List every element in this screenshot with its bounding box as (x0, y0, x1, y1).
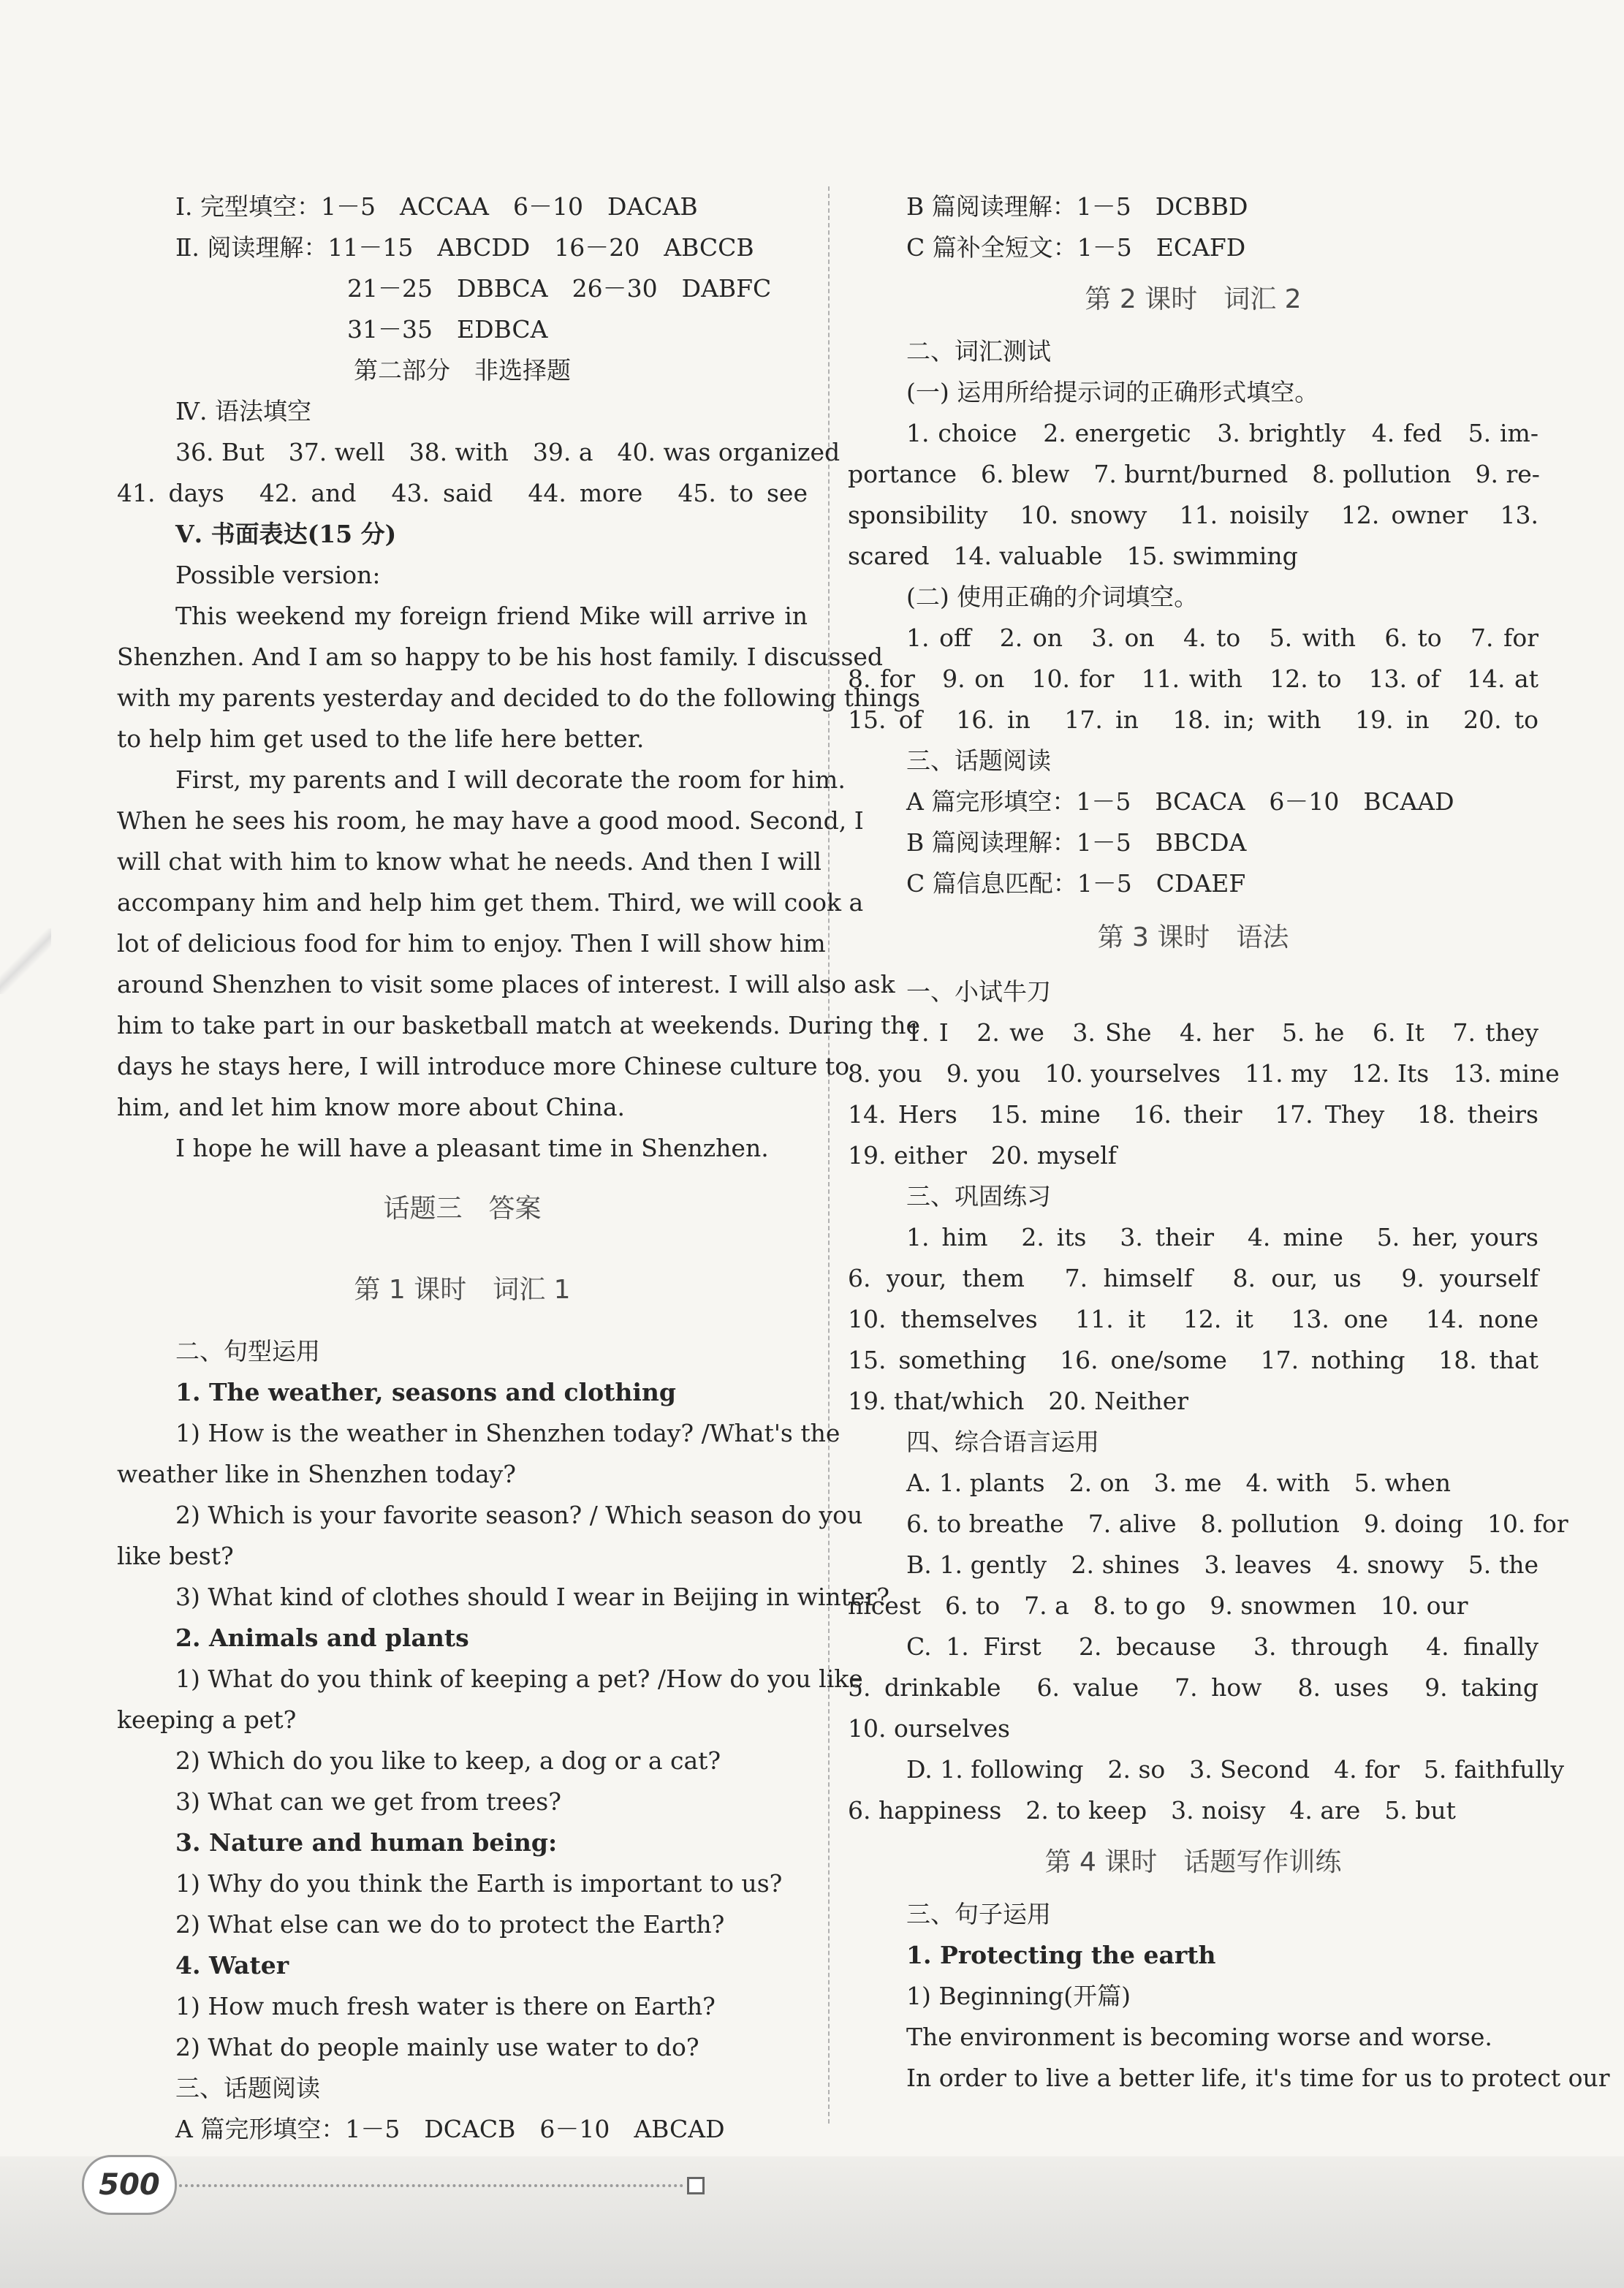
binding-mark (0, 928, 51, 994)
essay-line: him, and let him know more about China. (117, 1093, 625, 1121)
answer-line: 10. ourselves (848, 1714, 1010, 1743)
answer-line: Ⅰ. 完型填空：1－5 ACCAA 6－10 DACAB (175, 192, 698, 221)
subsection-heading: 3. Nature and human being: (175, 1828, 558, 1857)
essay-line: Shenzhen. And I am so happy to be his host family. I discussed (117, 643, 884, 671)
lesson-title: 第 2 课时 词汇 2 (1085, 284, 1302, 314)
essay-line: with my parents yesterday and decided to do the following things (117, 683, 921, 712)
answer-line: sponsibility 10. snowy 11. noisily 12. owner 13. (848, 501, 1538, 529)
answer-line: 6. happiness 2. to keep 3. noisy 4. are 5. but (848, 1796, 1456, 1825)
right-column (848, 186, 1610, 2099)
essay-line: to help him get used to the life here better. (117, 724, 645, 753)
sub-instruction: (一) 运用所给提示词的正确形式填空。 (906, 378, 1319, 406)
section-heading: 一、小试牛刀 (906, 977, 1051, 1006)
subsection-heading: 2. Animals and plants (175, 1624, 469, 1652)
answer-line: C. 1. First 2. because 3. through 4. finally (906, 1632, 1538, 1661)
answer-line: weather like in Shenzhen today? (117, 1460, 516, 1488)
answer-line: 21－25 DBBCA 26－30 DABFC (347, 274, 772, 303)
answer-line: keeping a pet? (117, 1705, 297, 1734)
section-heading: 三、话题阅读 (906, 746, 1051, 775)
answer-line: 1) Beginning(开篇) (906, 1982, 1131, 2010)
section-heading: 三、巩固练习 (906, 1182, 1051, 1211)
essay-line: First, my parents and I will decorate the room for him. (175, 765, 846, 794)
answer-line: 1. him 2. its 3. their 4. mine 5. her, yours (906, 1223, 1538, 1251)
answer-line: 3) What kind of clothes should I wear in Beijing in winter? (175, 1583, 889, 1611)
answer-line: 6. to breathe 7. alive 8. pollution 9. doing 10. for (906, 1509, 1568, 1538)
answer-line: 1) Why do you think the Earth is important to us? (175, 1869, 783, 1898)
essay-line: him to take part in our basketball match at weekends. During the (117, 1011, 921, 1039)
section-heading: 三、句子运用 (906, 1900, 1051, 1928)
section-heading: Ⅴ. 书面表达(15 分) (175, 520, 397, 548)
answer-line: B 篇阅读理解：1－5 DCBBD (906, 192, 1248, 221)
answer-line: portance 6. blew 7. burnt/burned 8. pollution 9. re- (848, 460, 1540, 488)
section-heading: 二、词汇测试 (906, 337, 1051, 365)
answer-line: 19. either 20. myself (848, 1141, 1118, 1170)
essay-line: accompany him and help him get them. Third, we will cook a (117, 888, 864, 917)
section-heading: 二、句型运用 (175, 1337, 320, 1365)
essay-line: around Shenzhen to visit some places of interest. I will also ask (117, 970, 895, 999)
footer-dotted-line (179, 2184, 683, 2187)
answer-line: The environment is becoming worse and worse. (906, 2023, 1492, 2051)
lesson-title: 第 3 课时 语法 (1097, 923, 1289, 952)
lesson-title: 第 4 课时 话题写作训练 (1044, 1847, 1342, 1877)
answer-line: Ⅱ. 阅读理解：11－15 ABCDD 16－20 ABCCB (175, 233, 754, 262)
footer-square-icon (687, 2177, 705, 2194)
essay-line: This weekend my foreign friend Mike will arrive in (175, 602, 808, 630)
answer-line: 5. drinkable 6. value 7. how 8. uses 9. taking (848, 1673, 1538, 1702)
topic-answers-title: 话题三 答案 (383, 1194, 542, 1224)
answer-line: A 篇完形填空：1－5 BCACA 6－10 BCAAD (906, 787, 1454, 816)
subsection-heading: 4. Water (175, 1951, 289, 1980)
essay-line: will chat with him to know what he needs. And then I will (117, 847, 822, 876)
answer-line: 2) What else can we do to protect the Earth? (175, 1910, 725, 1939)
subsection-heading: 1. The weather, seasons and clothing (175, 1378, 676, 1406)
answer-line: 41. days 42. and 43. said 44. more 45. to see (117, 479, 808, 507)
answer-line: 1) How much fresh water is there on Earth? (175, 1992, 716, 2020)
answer-line: 8. you 9. you 10. yourselves 11. my 12. Its 13. mine (848, 1059, 1560, 1088)
section-heading: 四、综合语言运用 (906, 1428, 1099, 1456)
sub-instruction: (二) 使用正确的介词填空。 (906, 583, 1199, 611)
subsection-heading: 1. Protecting the earth (906, 1941, 1216, 1969)
column-divider (828, 186, 830, 2124)
answer-line: C 篇信息匹配：1－5 CDAEF (906, 869, 1246, 898)
essay-line: I hope he will have a pleasant time in Shenzhen. (175, 1134, 769, 1162)
answer-line: 15. something 16. one/some 17. nothing 18. that (848, 1346, 1538, 1374)
answer-line: 1. choice 2. energetic 3. brightly 4. fed 5. im- (906, 419, 1538, 447)
answer-line: B. 1. gently 2. shines 3. leaves 4. snowy 5. the (906, 1550, 1538, 1579)
possible-version-label: Possible version: (175, 561, 381, 589)
section-title: 第二部分 非选择题 (354, 356, 571, 385)
answer-line: 31－35 EDBCA (347, 315, 548, 344)
footer-band (0, 2156, 1624, 2288)
answer-line: 19. that/which 20. Neither (848, 1387, 1189, 1415)
essay-line: days he stays here, I will introduce more Chinese culture to (117, 1052, 850, 1080)
page-number: 500 (82, 2155, 177, 2215)
answer-line: 1. I 2. we 3. She 4. her 5. he 6. It 7. they (906, 1018, 1538, 1047)
section-heading: Ⅳ. 语法填空 (175, 397, 311, 425)
answer-line: 14. Hers 15. mine 16. their 17. They 18. theirs (848, 1100, 1538, 1129)
answer-line: 2) Which is your favorite season? / Which season do you (175, 1501, 863, 1529)
answer-line: 2) What do people mainly use water to do? (175, 2033, 699, 2061)
answer-line: In order to live a better life, it's time for us to protect our (906, 2064, 1610, 2092)
answer-line: A. 1. plants 2. on 3. me 4. with 5. when (906, 1469, 1452, 1497)
answer-line: scared 14. valuable 15. swimming (848, 542, 1298, 570)
answer-line: A 篇完形填空：1－5 DCACB 6－10 ABCAD (175, 2115, 725, 2143)
essay-line: When he sees his room, he may have a good mood. Second, I (117, 806, 864, 835)
answer-line: D. 1. following 2. so 3. Second 4. for 5. faithfully (906, 1755, 1565, 1784)
answer-line: 15. of 16. in 17. in 18. in; with 19. in 20. to (848, 705, 1538, 734)
answer-line: 1. off 2. on 3. on 4. to 5. with 6. to 7. for (906, 624, 1538, 652)
answer-line: C 篇补全短文：1－5 ECAFD (906, 233, 1246, 262)
answer-line: 3) What can we get from trees? (175, 1787, 561, 1816)
answer-line: 6. your, them 7. himself 8. our, us 9. yourself (848, 1264, 1538, 1292)
answer-line: nicest 6. to 7. a 8. to go 9. snowmen 10. our (848, 1591, 1468, 1620)
answer-line: 8. for 9. on 10. for 11. with 12. to 13. of 14. at (848, 664, 1538, 693)
lesson-title: 第 1 课时 词汇 1 (354, 1275, 571, 1305)
answer-line: 36. But 37. well 38. with 39. a 40. was organized (175, 438, 841, 466)
answer-line: B 篇阅读理解：1－5 BBCDA (906, 828, 1247, 857)
answer-line: 10. themselves 11. it 12. it 13. one 14. none (848, 1305, 1538, 1333)
answer-line: like best? (117, 1542, 234, 1570)
answer-line: 2) Which do you like to keep, a dog or a cat? (175, 1746, 721, 1775)
essay-line: lot of delicious food for him to enjoy. Then I will show him (117, 929, 826, 958)
section-heading: 三、话题阅读 (175, 2074, 320, 2102)
answer-line: 1) How is the weather in Shenzhen today? /What's the (175, 1419, 841, 1447)
answer-line: 1) What do you think of keeping a pet? /How do you like (175, 1664, 863, 1693)
left-column (117, 186, 921, 2150)
